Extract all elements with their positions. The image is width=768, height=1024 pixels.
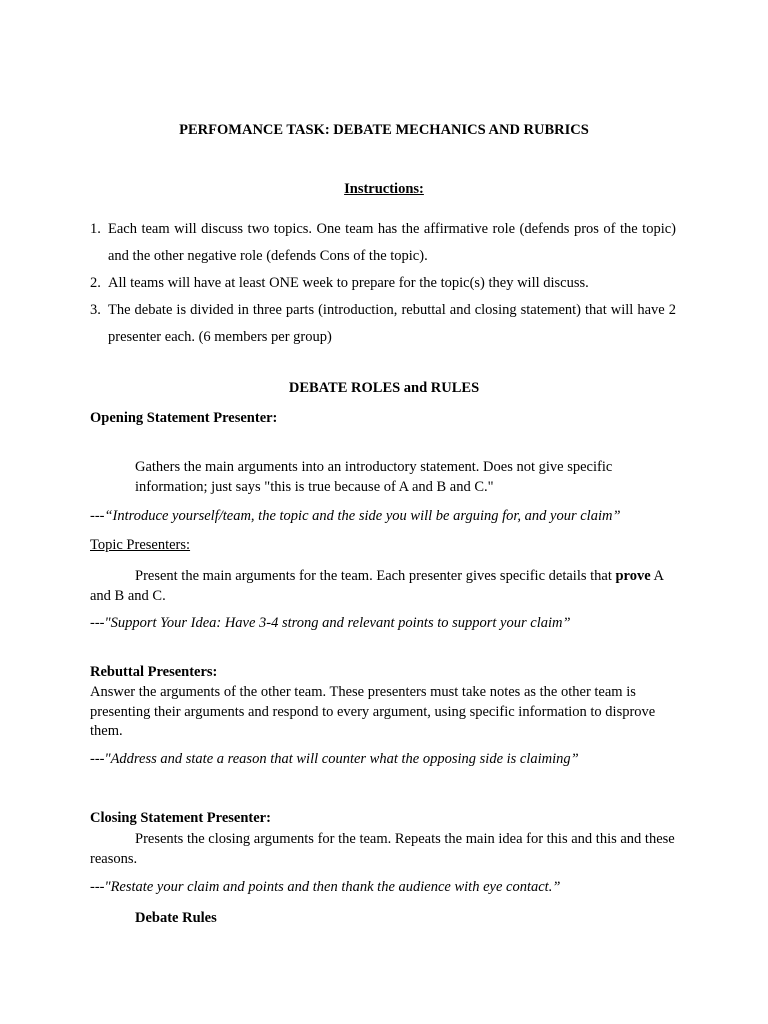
topic-body-emphasis: prove bbox=[615, 568, 651, 584]
topic-body-text: Present the main arguments for the team. Each presenter gives specific details that bbox=[135, 568, 616, 584]
topic-heading: Topic Presenters: bbox=[90, 537, 191, 553]
instruction-number: 3. bbox=[90, 302, 101, 318]
opening-heading: Opening Statement Presenter: bbox=[90, 410, 278, 426]
document-title: PERFOMANCE TASK: DEBATE MECHANICS AND RUBRICS bbox=[179, 122, 589, 138]
instruction-text: The debate is divided in three parts (introduction, rebuttal and closing statement) that will have 2 presenter each. (6 members per group) bbox=[108, 302, 676, 345]
closing-tip: ---"Restate your claim and points and then thank the audience with eye contact.” bbox=[90, 879, 561, 895]
closing-heading: Closing Statement Presenter: bbox=[90, 810, 271, 826]
topic-body-end: A and B and C. bbox=[90, 568, 664, 604]
instruction-number: 1. bbox=[90, 221, 101, 237]
topic-tip: ---"Support Your Idea: Have 3-4 strong and relevant points to support your claim” bbox=[90, 615, 571, 631]
instruction-text: All teams will have at least ONE week to prepare for the topic(s) they will discuss. bbox=[108, 275, 589, 291]
opening-body: Gathers the main arguments into an introductory statement. Does not give specific information; just says "this is true because of A and B and C." bbox=[135, 459, 613, 495]
topic-body bbox=[90, 567, 680, 606]
rebuttal-heading: Rebuttal Presenters: bbox=[90, 664, 218, 680]
instruction-number: 2. bbox=[90, 275, 101, 291]
instructions-heading: Instructions: bbox=[344, 181, 424, 197]
instructions-list bbox=[90, 216, 676, 351]
instruction-item bbox=[90, 297, 676, 351]
instruction-item bbox=[90, 216, 676, 270]
instruction-item bbox=[90, 270, 676, 297]
rebuttal-tip: ---"Address and state a reason that will counter what the opposing side is claiming” bbox=[90, 751, 579, 767]
roles-heading: DEBATE ROLES and RULES bbox=[288, 380, 480, 396]
opening-tip: ---“Introduce yourself/team, the topic and the side you will be arguing for, and your claim” bbox=[90, 508, 621, 524]
closing-body: Presents the closing arguments for the team. Repeats the main idea for this and this and these reasons. bbox=[90, 831, 675, 867]
rebuttal-body: Answer the arguments of the other team. These presenters must take notes as the other team is presenting their arguments and respond to every argument, using specific information to disprove them. bbox=[90, 684, 656, 739]
instruction-text: Each team will discuss two topics. One team has the affirmative role (defends pros of the topic) and the other negative role (defends Cons of the topic). bbox=[108, 221, 676, 264]
debate-rules-heading: Debate Rules bbox=[135, 910, 217, 926]
